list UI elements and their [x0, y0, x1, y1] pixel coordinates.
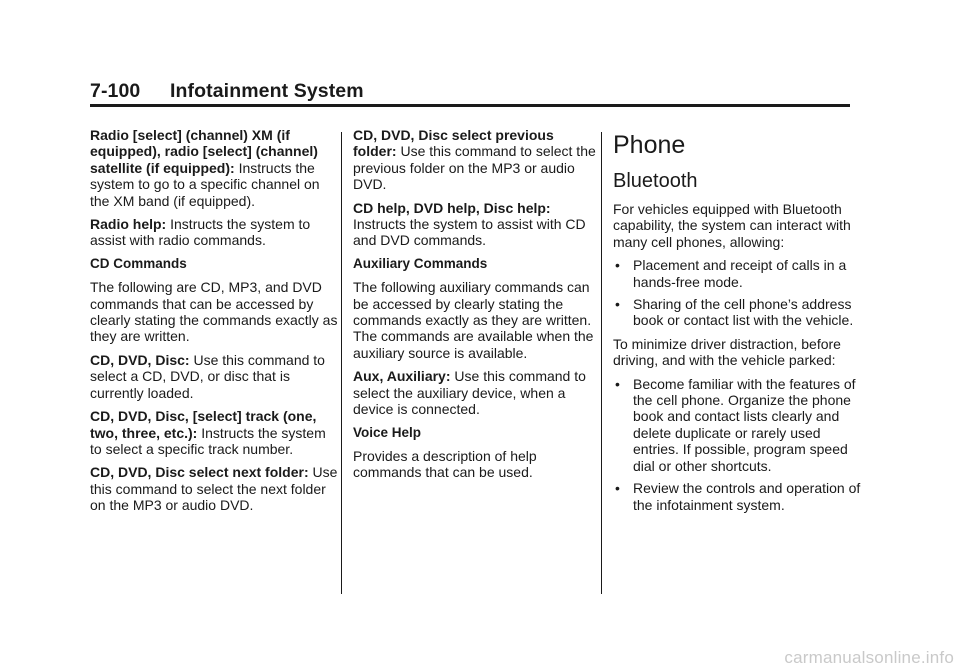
- term-label: CD, DVD, Disc:: [90, 351, 190, 368]
- bullet-icon: •: [615, 375, 620, 392]
- paragraph: Provides a description of help commands that can be used.: [353, 447, 537, 481]
- paragraph: [90, 216, 338, 249]
- term-text: Instructs the system to select a specific track number.: [90, 424, 326, 457]
- paragraph: [353, 368, 601, 417]
- paragraph: [90, 127, 338, 209]
- header-rule: [90, 104, 850, 107]
- term-label: CD, DVD, Disc select next folder:: [90, 464, 309, 481]
- paragraph: The following are CD, MP3, and DVD commands that can be accessed by clearly stating the commands exactly as they are written.: [90, 279, 338, 345]
- paragraph: [353, 200, 601, 249]
- watermark: carmanualsonline.info: [784, 648, 954, 667]
- paragraph: To minimize driver distraction, before driving, and with the vehicle parked:: [613, 335, 841, 369]
- term-label: Aux, Auxiliary:: [353, 368, 451, 385]
- term-text: Instructs the system to assist with CD and DVD commands.: [353, 216, 586, 249]
- bullet-icon: •: [615, 480, 620, 497]
- list-item-text: Become familiar with the features of the cell phone. Organize the phone book and contact lists clearly and delete duplicate or rarely used entries. If possible, program speed dial or other shortcuts.: [633, 375, 856, 474]
- term-label: CD, DVD, Disc, [select] track (one, two, three, etc.):: [90, 408, 317, 441]
- term-label: CD, DVD, Disc select previous folder:: [353, 127, 554, 160]
- heading-phone: Phone: [613, 131, 686, 159]
- list-item: [613, 296, 861, 329]
- term-label: Radio help:: [90, 216, 167, 233]
- section-title: Infotainment System: [170, 80, 364, 102]
- bullet-list: [613, 257, 861, 329]
- paragraph: [90, 352, 338, 401]
- bullet-list: [613, 376, 861, 513]
- column-2: [353, 127, 601, 488]
- term-text: Instructs the system to go to a specific channel on the XM band (if equipped).: [90, 159, 320, 209]
- list-item-text: Sharing of the cell phone’s address book or contact list with the vehicle.: [633, 296, 854, 329]
- column-divider-1: [341, 132, 342, 594]
- term-text: Use this command to select the previous folder on the MP3 or audio DVD.: [353, 143, 596, 193]
- list-item-text: Placement and receipt of calls in a hands-free mode.: [633, 257, 847, 290]
- paragraph: [90, 408, 338, 457]
- term-text: Use this command to select the auxiliary device, when a device is connected.: [353, 368, 586, 418]
- list-item: [613, 480, 861, 513]
- list-item: [613, 257, 861, 290]
- heading-bluetooth: Bluetooth: [613, 170, 698, 192]
- subheading-auxiliary-commands: Auxiliary Commands: [353, 255, 488, 271]
- column-divider-2: [601, 132, 602, 594]
- term-text: Use this command to select the next folder on the MP3 or audio DVD.: [90, 464, 338, 514]
- paragraph: [90, 464, 338, 513]
- paragraph: The following auxiliary commands can be accessed by clearly stating the commands exactly as they are written. The commands are available when the auxiliary source is available.: [353, 279, 594, 361]
- bullet-icon: •: [615, 296, 620, 313]
- paragraph: For vehicles equipped with Bluetooth capability, the system can interact with many cell phones, allowing:: [613, 201, 851, 250]
- term-label: Radio [select] (channel) XM (if equipped), radio [select] (channel) satellite (if equipped):: [90, 127, 318, 176]
- column-3: [613, 127, 861, 520]
- term-text: Use this command to select a CD, DVD, or disc that is currently loaded.: [90, 351, 325, 401]
- list-item: [613, 376, 861, 474]
- page-header: [90, 80, 850, 103]
- column-1: [90, 127, 338, 521]
- list-item-text: Review the controls and operation of the infotainment system.: [633, 480, 861, 513]
- page-number: 7-100: [90, 80, 141, 102]
- subheading-cd-commands: CD Commands: [90, 255, 187, 271]
- bullet-icon: •: [615, 257, 620, 274]
- term-text: Instructs the system to assist with radio commands.: [90, 216, 311, 249]
- term-label: CD help, DVD help, Disc help:: [353, 199, 551, 216]
- subheading-voice-help: Voice Help: [353, 424, 422, 440]
- paragraph: [353, 127, 601, 193]
